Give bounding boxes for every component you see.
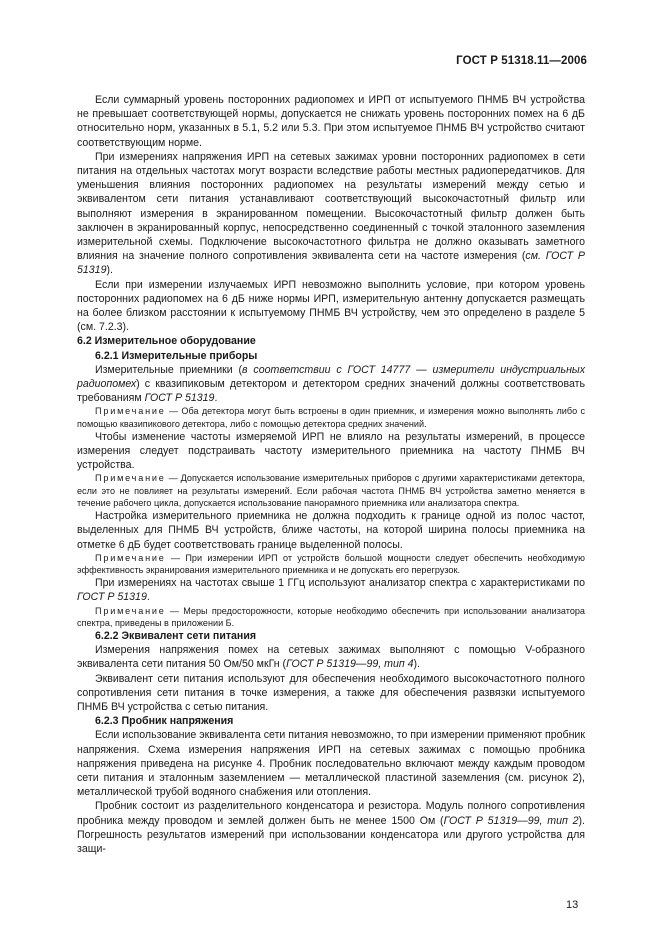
paragraph-1: Если суммарный уровень посторонних радиопомех и ИРП от испытуемого ПНМБ ВЧ устройства не превышает соответствующей нормы, допускается не снижать уровень посторонних помех на 6 дБ относительно норм, указанных в 5.1, 5.2 или 5.3. При этом испытуемое ПНМБ ВЧ устройство считают соответствующим норме. bbox=[77, 94, 585, 149]
paragraph-v-network: Измерения напряжения помех на сетевых зажимах выполняют с помощью V-образного эквивалента сети питания 50 Ом/50 мкГн (ГОСТ Р 51319—99, тип 4). bbox=[77, 644, 585, 671]
paragraph-receiver-setup: Настройка измерительного приемника не должна подходить к границе одной из полос частот, выделенных для ПНМБ ВЧ устройств, ближе частоты, на которой ширина полосы приемника на отметке 6 дБ будет соответствовать границе выделенной полосы. bbox=[77, 510, 585, 551]
note-1: Примечание — Оба детектора могут быть встроены в один приемник, и измерения можно выполнять либо с помощью квазипикового детектора, либо с помощью детектора средних значений. bbox=[77, 406, 585, 429]
subsection-heading-6-2-3: 6.2.3 Пробник напряжения bbox=[95, 715, 234, 728]
paragraph-probe-composition: Пробник состоит из разделительного конденсатора и резистора. Модуль полного сопротивления пробника между проводом и землей должен быть не менее 1500 Ом (ГОСТ Р 51319—99, тип 2). Погрешность результатов измерений при использовании конденсатора или другого устройства для защи- bbox=[77, 800, 585, 855]
note-2: Примечание — Допускается использование измерительных приборов с другими характеристиками детектора, если это не повлияет на результаты измерений. Если рабочая частота ПНМБ ВЧ устройства заметно меняется в течение рабочего цикла, допускается использование панорамного приемника или анализатора спектра. bbox=[77, 473, 585, 508]
note-3: Примечание — При измерении ИРП от устройств большой мощности следует обеспечить необходимую эффективность экранирования измерительного приемника и не допускать его перегрузок. bbox=[77, 552, 585, 575]
document-body bbox=[77, 93, 585, 856]
note-4: Примечание — Меры предосторожности, которые необходимо обеспечить при использовании анализатора спектра, приведены в приложении Б. bbox=[77, 605, 585, 628]
document-header: ГОСТ Р 51318.11—2006 bbox=[456, 55, 587, 67]
paragraph-frequency-tuning: Чтобы изменение частоты измеряемой ИРП не влияло на результаты измерений, в процессе измерения следует подстраивать частоту измерительного приемника на частоту ПНМБ ВЧ устройства. bbox=[77, 430, 585, 472]
page-number: 13 bbox=[566, 899, 579, 911]
paragraph-2: При измерениях напряжения ИРП на сетевых зажимах уровни посторонних радиопомех в сети питания на отдельных частотах могут возрасти вследствие работы местных радиопередатчиков. Для уменьшения влияния посторонних радиопомех на результаты измерений между сетью и эквивалентом сети питания устанавливают соответствующий высокочастотный фильтр или выполняют измерения в экранированном помещении. Высокочастотный фильтр должен быть заключен в экранированный корпус, непосредственно соединенный с точкой эталонного заземления измерительной схемы. Подключение высокочастотного фильтра не должно оказывать заметного влияния на значение полного сопротивления эквивалента сети на частоте измерения (см. ГОСТ Р 51319). bbox=[77, 150, 585, 277]
paragraph-voltage-probe: Если использование эквивалента сети питания невозможно, то при измерении применяют пробник напряжения. Схема измерения напряжения ИРП на сетевых зажимах с помощью пробника напряжения приведена на рисунке 4. Пробник последовательно включают между каждым проводом сети питания и эталонным заземлением — металлической пластиной заземления (см. рисунок 2), металлической трубой водяного снабжения или отопления. bbox=[77, 729, 585, 799]
paragraph-1ghz: При измерениях на частотах свыше 1 ГГц используют анализатор спектра с характеристиками по ГОСТ Р 51319. bbox=[77, 577, 585, 604]
subsection-heading-6-2-2: 6.2.2 Эквивалент сети питания bbox=[95, 629, 257, 642]
subsection-heading-6-2-1: 6.2.1 Измерительные приборы bbox=[95, 349, 258, 362]
paragraph-3: Если при измерении излучаемых ИРП невозможно выполнить условие, при котором уровень посторонних радиопомех на 6 дБ ниже нормы ИРП, измерительную антенну допускается размещать на более близком расстоянии к испытуемому ПНМБ ВЧ устройству, чем это определено в разделе 5 (см. 7.2.3). bbox=[77, 278, 585, 334]
paragraph-network-purpose: Эквивалент сети питания используют для обеспечения необходимого высокочастотного полного сопротивления сети питания в точке измерения, а также для обеспечения развязки испытуемого ПНМБ ВЧ устройства с сетью питания. bbox=[77, 672, 585, 713]
paragraph-receivers: Измерительные приемники (в соответствии с ГОСТ 14777 — измерители индустриальных радиопомех) с квазипиковым детектором и детектором средних значений должны соответствовать требованиям ГОСТ Р 51319. bbox=[77, 363, 585, 405]
section-heading-6-2: 6.2 Измерительное оборудование bbox=[77, 335, 256, 348]
